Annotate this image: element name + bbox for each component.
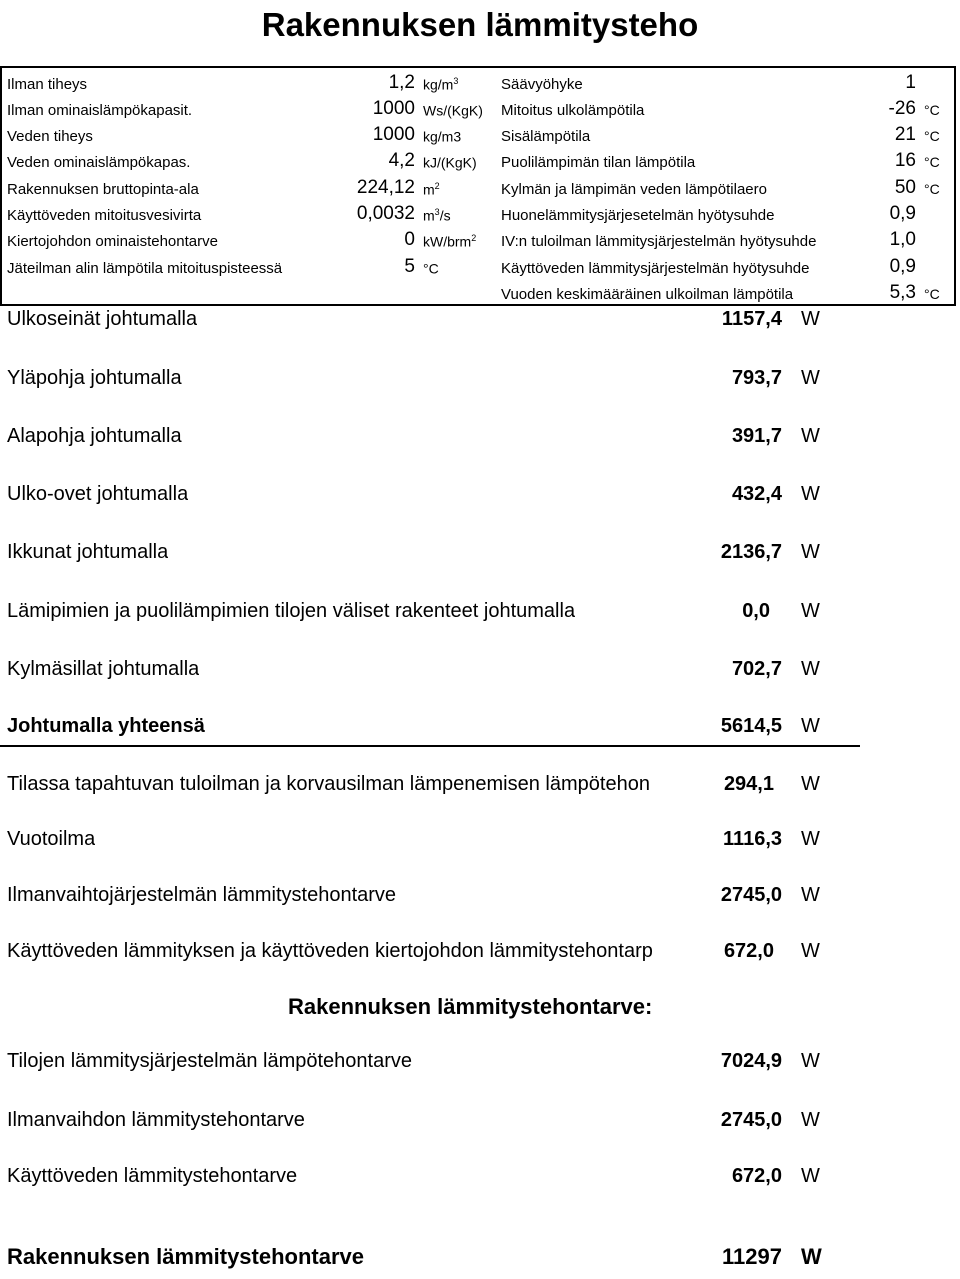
param-value: 0,0032 xyxy=(356,203,415,224)
result-unit: W xyxy=(801,483,820,505)
total-label: Rakennuksen lämmitystehontarve xyxy=(7,1244,365,1269)
param-unit: °C xyxy=(924,286,940,302)
param-label: Sisälämpötila xyxy=(501,128,591,145)
param-value: 5,3 xyxy=(889,282,916,303)
page-title: Rakennuksen lämmitysteho xyxy=(261,6,699,43)
total-row xyxy=(0,1244,960,1276)
param-value: 21 xyxy=(894,124,916,145)
summary-unit: W xyxy=(801,1165,820,1187)
param-unit: °C xyxy=(924,154,940,170)
param-label: Veden tiheys xyxy=(7,128,93,145)
result-value: 793,7 xyxy=(731,367,782,389)
param-value: 1,0 xyxy=(889,229,916,250)
result-value: 2136,7 xyxy=(720,541,782,563)
param-row xyxy=(2,148,958,174)
param-label: Käyttöveden lämmitysjärjestelmän hyötysuhde xyxy=(501,260,810,277)
param-label: Rakennuksen bruttopinta-ala xyxy=(7,181,199,198)
param-label: Vuoden keskimääräinen ulkoilman lämpötila xyxy=(501,286,794,303)
param-label: Ilman tiheys xyxy=(7,76,88,93)
param-value: 4,2 xyxy=(388,150,415,171)
result-unit: W xyxy=(801,773,820,795)
param-value: 16 xyxy=(894,150,916,171)
param-unit: °C xyxy=(924,102,940,118)
summary-value: 672,0 xyxy=(731,1165,782,1187)
param-label: Ilman ominaislämpökapasit. xyxy=(7,102,193,119)
summary-title-text: Rakennuksen lämmitystehontarve: xyxy=(288,994,653,1019)
param-unit: Ws/(KgK) xyxy=(423,102,483,119)
param-unit: °C xyxy=(924,128,940,144)
summary-row xyxy=(0,1050,960,1080)
param-unit: kJ/(KgK) xyxy=(423,154,477,171)
result-label: Kylmäsillat johtumalla xyxy=(7,658,200,680)
param-value: 0,9 xyxy=(889,203,916,224)
summary-label: Tilojen lämmitysjärjestelmän lämpötehontarve xyxy=(7,1050,412,1072)
summary-label: Ilmanvaihdon lämmitystehontarve xyxy=(7,1109,305,1131)
result-value: 2745,0 xyxy=(720,884,782,906)
param-value: 224,12 xyxy=(356,177,415,198)
result-label: Ulkoseinät johtumalla xyxy=(7,308,198,330)
param-label: Kiertojohdon ominaistehontarve xyxy=(7,233,218,250)
result-value: 672,0 xyxy=(723,940,774,962)
param-unit: $m^3/s$ xyxy=(423,207,451,224)
param-row xyxy=(2,70,958,96)
param-unit: $kg/m^3$ xyxy=(423,76,459,93)
param-value: -26 xyxy=(888,98,916,119)
param-label: Puolilämpimän tilan lämpötila xyxy=(501,154,696,171)
summary-row xyxy=(0,1165,960,1195)
result-row xyxy=(0,940,960,970)
result-unit: W xyxy=(801,308,820,330)
param-row xyxy=(2,175,958,201)
summary-row xyxy=(0,1109,960,1139)
result-value: 702,7 xyxy=(731,658,782,680)
result-row xyxy=(0,367,960,397)
result-unit: W xyxy=(801,828,820,850)
result-row xyxy=(0,308,960,338)
result-value: 0,0 xyxy=(742,600,770,622)
result-unit: W xyxy=(801,658,820,680)
result-unit: W xyxy=(801,541,820,563)
result-row xyxy=(0,658,960,688)
result-row xyxy=(0,541,960,571)
result-label: Ilmanvaihtojärjestelmän lämmitystehontarve xyxy=(7,884,397,906)
param-label: Käyttöveden mitoitusvesivirta xyxy=(7,207,202,224)
result-value: 1157,4 xyxy=(721,308,782,330)
param-unit: kW/brm$^2$ xyxy=(423,233,477,250)
param-label: IV:n tuloilman lämmitysjärjestelmän hyötysuhde xyxy=(501,233,817,250)
result-label: Ulko-ovet johtumalla xyxy=(7,483,189,505)
result-value: 432,4 xyxy=(731,483,782,505)
param-value: 1000 xyxy=(372,124,415,145)
summary-unit: W xyxy=(801,1109,820,1131)
param-label: Kylmän ja lämpimän veden lämpötilaero xyxy=(501,181,767,198)
result-label: Yläpohja johtumalla xyxy=(7,367,182,389)
parameters-table xyxy=(0,66,956,306)
result-row xyxy=(0,828,960,858)
result-label: Lämipimien ja puolilämpimien tilojen väliset rakenteet johtumalla xyxy=(7,600,576,622)
param-unit: °C xyxy=(924,181,940,197)
param-row xyxy=(2,227,958,253)
result-row xyxy=(0,600,960,630)
result-value: 294,1 xyxy=(723,773,774,795)
result-label: Vuotoilma xyxy=(7,828,96,850)
param-value: 0,9 xyxy=(889,256,916,277)
param-value: 1 xyxy=(905,72,916,93)
summary-value: 2745,0 xyxy=(720,1109,782,1131)
result-unit: W xyxy=(801,600,820,622)
result-unit: W xyxy=(801,715,820,737)
param-row xyxy=(2,254,958,280)
param-row xyxy=(2,201,958,227)
param-row xyxy=(2,280,958,306)
result-unit: W xyxy=(801,940,820,962)
param-value: 1000 xyxy=(372,98,415,119)
param-unit: °C xyxy=(423,260,439,277)
result-unit: W xyxy=(801,425,820,447)
param-row xyxy=(2,122,958,148)
param-unit: kg/m3 xyxy=(423,128,462,145)
param-label: Jäteilman alin lämpötila mitoituspisteessä xyxy=(7,260,283,277)
result-value: 1116,3 xyxy=(723,828,782,850)
result-row xyxy=(0,425,960,455)
result-row xyxy=(0,773,960,803)
param-label: Mitoitus ulkolämpötila xyxy=(501,102,645,119)
result-label: Ikkunat johtumalla xyxy=(7,541,169,563)
result-value: 5614,5 xyxy=(720,715,782,737)
param-value: 5 xyxy=(404,256,415,277)
result-label: Käyttöveden lämmityksen ja käyttöveden kiertojohdon lämmitystehontarp xyxy=(7,940,653,962)
result-row xyxy=(0,483,960,513)
result-unit: W xyxy=(801,884,820,906)
result-label: Tilassa tapahtuvan tuloilman ja korvausilman lämpenemisen lämpötehon xyxy=(7,773,650,795)
param-row xyxy=(2,96,958,122)
param-value: 0 xyxy=(404,229,415,250)
summary-label: Käyttöveden lämmitystehontarve xyxy=(7,1165,298,1187)
result-row-subtotal xyxy=(0,715,860,747)
param-label: Veden ominaislämpökapas. xyxy=(7,154,191,171)
summary-unit: W xyxy=(801,1050,820,1072)
result-row xyxy=(0,884,960,914)
param-label: Säävyöhyke xyxy=(501,76,583,93)
result-label: Johtumalla yhteensä xyxy=(7,715,205,737)
result-value: 391,7 xyxy=(731,425,782,447)
param-label: Huonelämmitysjärjesetelmän hyötysuhde xyxy=(501,207,775,224)
param-unit: $m^2$ xyxy=(423,181,440,198)
param-value: 1,2 xyxy=(388,72,415,93)
total-value: 11297 xyxy=(722,1244,782,1269)
total-unit: W xyxy=(801,1244,822,1269)
param-value: 50 xyxy=(894,177,916,198)
result-unit: W xyxy=(801,367,820,389)
result-label: Alapohja johtumalla xyxy=(7,425,182,447)
summary-value: 7024,9 xyxy=(720,1050,782,1072)
